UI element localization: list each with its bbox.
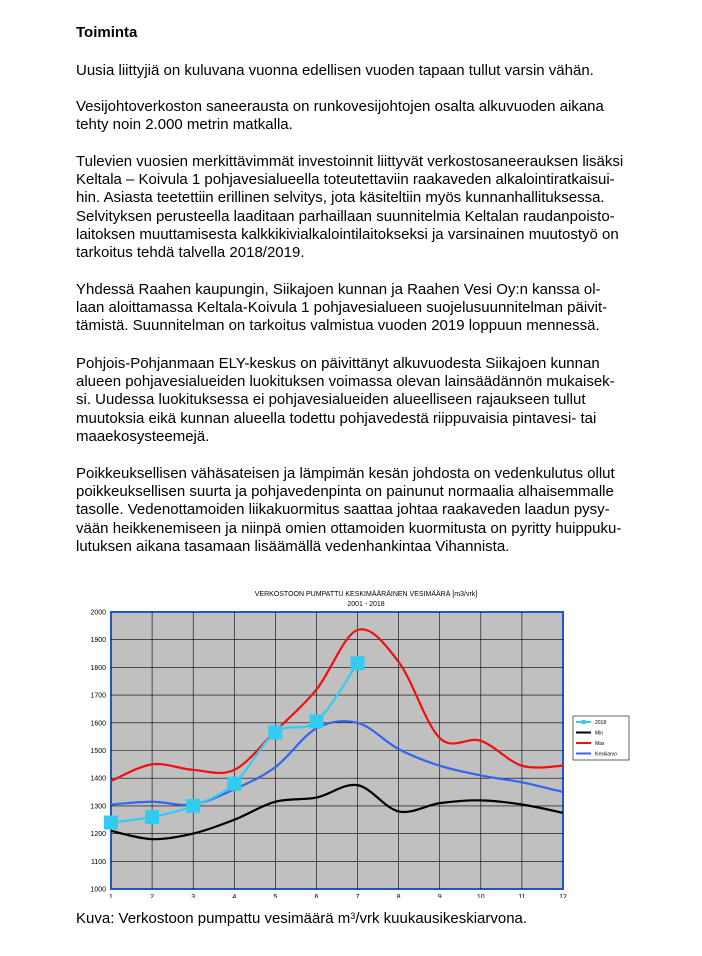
text-line: Selvityksen perusteella laaditaan parhaillaan suunnitelmia Keltalan raudanpoisto-	[76, 207, 615, 225]
x-tick-label: 2	[150, 894, 155, 898]
data-point-2018	[186, 799, 200, 813]
text-line: vään heikkenemiseen ja niinpä omien ottamoiden kuormitusta on pyritty huippuku-	[76, 519, 622, 537]
text-line: muutoksia eikä kunnan alueella todettu pohjavedestä riippuvaisia pintavesi- tai	[76, 409, 597, 427]
data-point-2018	[268, 725, 282, 739]
text-line: tämistä. Suunnitelman on tarkoitus valmistua vuoden 2019 loppuun mennessä.	[76, 317, 600, 335]
caption-text-end: /vrk kuukausikeskiarvona.	[355, 910, 528, 927]
y-tick-label: 1300	[90, 803, 106, 811]
y-tick-label: 1100	[90, 858, 106, 866]
paragraph-ely-classification	[76, 355, 676, 446]
paragraph-water-consumption	[76, 465, 676, 556]
text-line: Yhdessä Raahen kaupungin, Siikajoen kunnan ja Raahen Vesi Oy:n kanssa ol-	[76, 281, 601, 298]
text-line: tehty noin 2.000 metrin matkalla.	[76, 116, 293, 134]
y-tick-label: 1900	[90, 637, 106, 645]
x-tick-label: 1	[109, 894, 113, 898]
paragraph-protection-plan	[76, 281, 676, 336]
text-line: poikkeuksellisen suurta ja pohjavedenpinta on painunut normaalia alhaisemmalle	[76, 483, 614, 501]
legend-marker-2018	[582, 720, 586, 724]
data-point-2018	[104, 816, 118, 830]
caption-text: Kuva: Verkostoon pumpattu vesimäärä m	[76, 910, 351, 927]
text-line: tarkoitus tehdä talvella 2018/2019.	[76, 244, 305, 262]
legend-label-keskiarvo: Keskiarvo	[595, 751, 617, 758]
text-line: si. Uudessa luokituksessa ei pohjavesialueiden alueelliseen rajaukseen tullut	[76, 391, 586, 409]
text-line: Poikkeuksellisen vähäsateisen ja lämpimän kesän johdosta on vedenkulutus ollut	[76, 465, 615, 482]
x-tick-label: 7	[355, 894, 360, 898]
x-tick-label: 3	[191, 894, 196, 898]
text-line: Vesijohtoverkoston saneerausta on runkovesijohtojen osalta alkuvuoden aikana	[76, 98, 604, 115]
chart-subtitle: 2001 - 2018	[347, 601, 385, 608]
text-line: hin. Asiasta teetettiin erillinen selvitys, jota käsiteltiin myös kunnanhallituksessa.	[76, 189, 605, 207]
x-tick-label: 11	[518, 894, 526, 898]
x-tick-label: 12	[559, 894, 567, 898]
text-line: Uusia liittyjiä on kuluvana vuonna edellisen vuoden tapaan tullut varsin vähän.	[76, 62, 594, 79]
legend-group	[573, 716, 629, 760]
x-tick-label: 8	[396, 894, 401, 898]
caption-superscript: 3	[350, 911, 356, 921]
paragraph-network-renovation	[76, 98, 676, 134]
data-point-2018	[309, 714, 323, 728]
chart-svg	[76, 582, 662, 898]
x-tick-label: 5	[273, 894, 278, 898]
text-line: Tulevien vuosien merkittävimmät investoinnit liittyvät verkostosaneerauksen lisäksi	[76, 153, 624, 170]
data-point-2018	[145, 810, 159, 824]
y-tick-label: 1800	[90, 664, 106, 672]
x-tick-label: 9	[437, 894, 442, 898]
paragraph-investments	[76, 153, 676, 262]
paragraph-new-connections	[76, 62, 676, 80]
text-line: Pohjois-Pohjanmaan ELY-keskus on päivittänyt alkuvuodesta Siikajoen kunnan	[76, 355, 600, 372]
y-tick-label: 1400	[90, 775, 106, 783]
x-tick-label: 6	[314, 894, 319, 898]
data-point-2018	[351, 656, 365, 670]
text-line: laitoksen muuttamisesta kalkkikivialkalointilaitokseksi ja varsinainen muutostyö on	[76, 225, 619, 243]
chart-titles-group	[255, 590, 478, 608]
chart-title: VERKOSTOON PUMPATTU KESKIMÄÄRÄINEN VESIMÄÄRÄ [m3/vrk]	[254, 591, 478, 598]
y-tick-label: 1600	[90, 720, 106, 728]
x-tick-label: 4	[232, 894, 237, 898]
y-tick-label: 1500	[90, 748, 106, 755]
text-line: Keltala – Koivula 1 pohjavesialueella toteutettaviin raakaveden alkalointiratkaisui-	[76, 171, 615, 189]
text-line: tasolle. Vedenottamoiden liikakuormitus saattaa johtaa raakaveden laadun pysy-	[76, 501, 610, 519]
x-tick-label: 10	[476, 894, 485, 898]
y-tick-label: 1000	[90, 886, 106, 894]
water-volume-chart	[76, 582, 662, 898]
figure-caption	[76, 910, 527, 928]
text-line: laan aloittamassa Keltala-Koivula 1 pohjavesialueen suojelusuunnitelman päivit-	[76, 299, 608, 317]
legend-label-min: Min	[595, 730, 604, 737]
text-line: lutuksen aikana tasamaan lisäämällä vedenhankintaa Vihannista.	[76, 537, 510, 555]
y-tick-label: 2000	[90, 609, 106, 617]
legend-label-max: Max	[595, 741, 605, 747]
text-line: maaekosysteemejä.	[76, 427, 210, 445]
data-point-2018	[227, 777, 241, 791]
text-line: alueen pohjavesialueiden luokituksen voimassa olevan lainsäädännön mukaisek-	[76, 373, 615, 391]
section-heading: Toiminta	[76, 24, 138, 41]
y-tick-label: 1700	[90, 692, 106, 700]
y-tick-label: 1200	[90, 831, 106, 839]
legend-label-2018: 2018	[595, 720, 607, 726]
